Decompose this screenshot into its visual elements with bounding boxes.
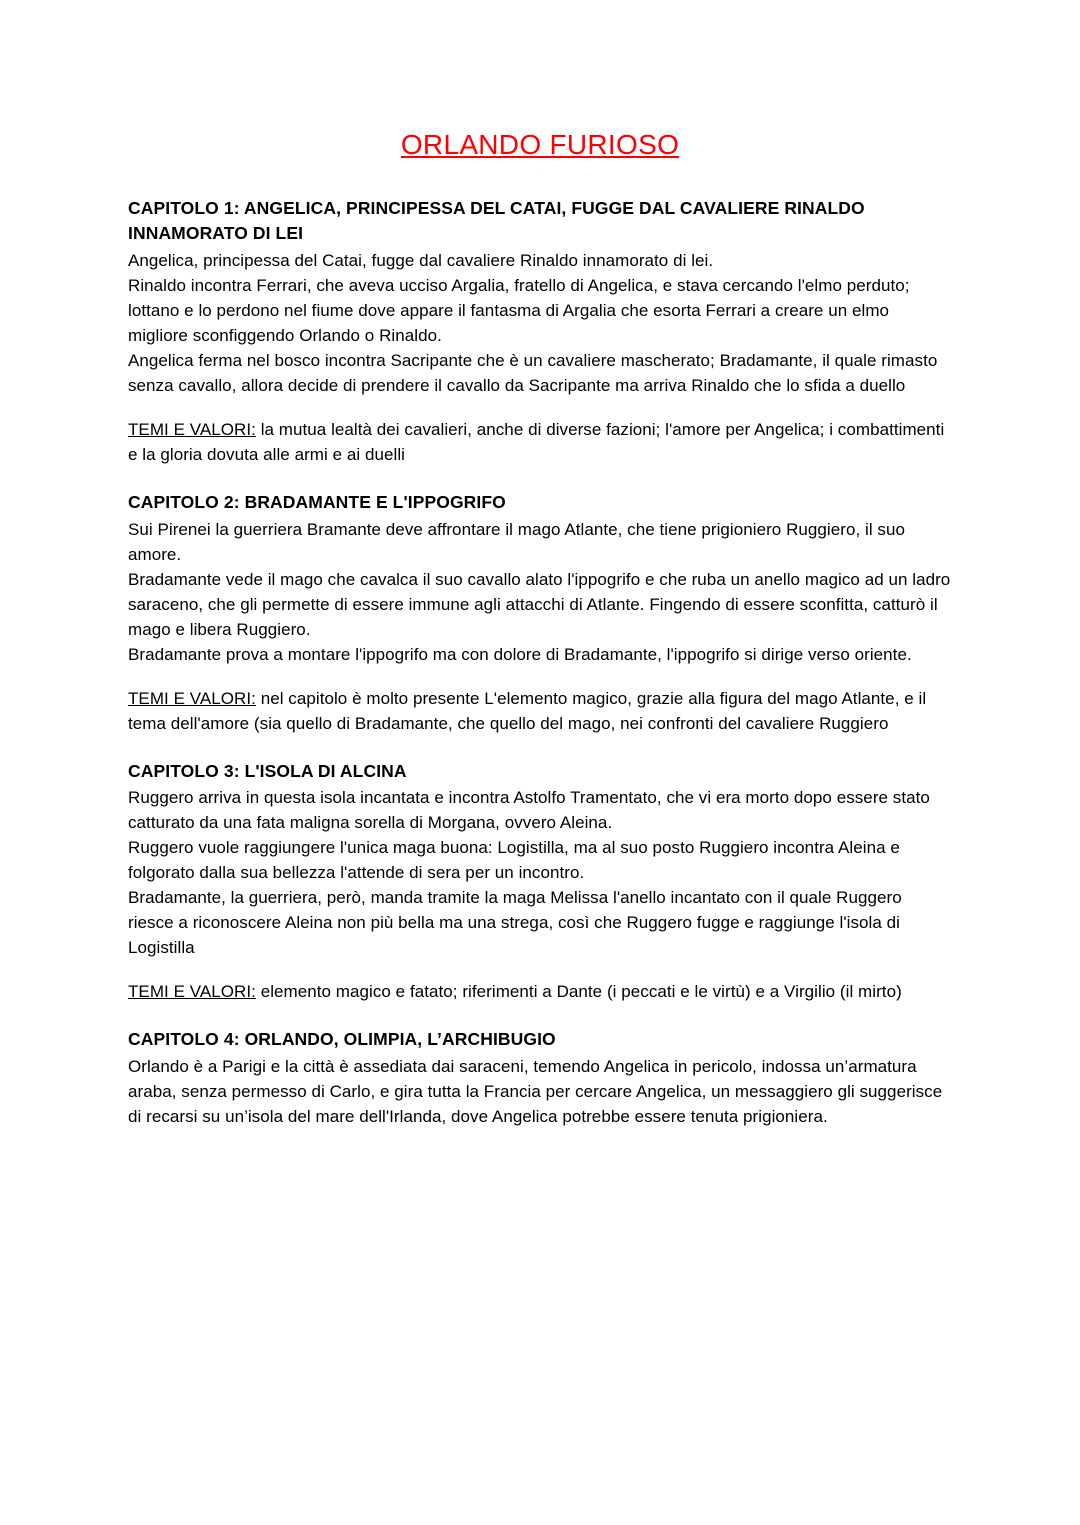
chapter-paragraph: Rinaldo incontra Ferrari, che aveva ucciso Argalia, fratello di Angelica, e stava cercando l'elmo perduto; lottano e lo perdono nel fiume dove appare il fantasma di Argalia che esorta Ferrari a creare un elmo migliore sconfiggendo Orlando o Rinaldo. — [128, 276, 910, 345]
chapter-paragraph: Bradamante prova a montare l'ippogrifo ma con dolore di Bradamante, l'ippogrifo si dirige verso oriente. — [128, 644, 912, 664]
chapter-paragraph: Angelica, principessa del Catai, fugge dal cavaliere Rinaldo innamorato di lei. — [128, 251, 714, 271]
themes-and-values — [128, 687, 952, 737]
chapter-paragraph: Bradamante, la guerriera, però, manda tramite la maga Melissa l'anello incantato con il quale Ruggero riesce a riconoscere Aleina non più bella ma una strega, così che Ruggero fugge e raggiunge l'isola di Logistilla — [128, 888, 902, 958]
section-spacer — [128, 1005, 952, 1027]
chapter-paragraph: Ruggero vuole raggiungere l'unica maga buona: Logistilla, ma al suo posto Ruggiero incontra Aleina e folgorato dalla sua bellezza l'attende di sera per un incontro. — [128, 838, 900, 883]
chapter-section-1 — [128, 196, 952, 468]
paragraph-spacer — [128, 668, 952, 687]
chapter-paragraph: Angelica ferma nel bosco incontra Sacripante che è un cavaliere mascherato; Bradamante, il quale rimasto senza cavallo, allora decide di prendere il cavallo da Sacripante ma arriva Rinaldo che lo sfida a duello — [128, 350, 938, 395]
page-title: ORLANDO FURIOSO — [400, 129, 680, 160]
themes-text: elemento magico e fatato; riferimenti a Dante (i peccati e le virtù) e a Virgilio (il mirto) — [260, 982, 902, 1002]
section-spacer — [128, 468, 952, 490]
section-spacer — [128, 737, 952, 759]
chapter-section-4 — [128, 1027, 952, 1130]
chapter-paragraph: Bradamante vede il mago che cavalca il suo cavallo alato l'ippogrifo e che ruba un anello magico ad un ladro saraceno, che gli permette di essere immune agli attacchi di Atlante. Fingendo di essere sconfitta, catturò il mago e libera Ruggiero. — [128, 569, 951, 639]
paragraph-spacer — [128, 399, 952, 418]
themes-text: la mutua lealtà dei cavalieri, anche di diverse fazioni; l'amore per Angelica; i combattimenti e la gloria dovuta alle armi e ai duelli — [128, 419, 945, 464]
themes-text: nel capitolo è molto presente L'elemento magico, grazie alla figura del mago Atlante, e il tema dell'amore (sia quello di Bradamante, che quello del mago, nei confronti del cavaliere Ruggiero — [128, 688, 927, 733]
chapter-section-2 — [128, 490, 952, 737]
themes-label: TEMI E VALORI: — [128, 419, 256, 439]
chapter-paragraph: Ruggero arriva in questa isola incantata e incontra Astolfo Tramentato, che vi era morto dopo essere stato catturato da una fata maligna sorella di Morgana, ovvero Aleina. — [128, 788, 930, 833]
chapter-paragraph: Sui Pirenei la guerriera Bramante deve affrontare il mago Atlante, che tiene prigioniero Ruggiero, il suo amore. — [128, 519, 905, 564]
paragraph-spacer — [128, 961, 952, 980]
chapter-paragraph: Orlando è a Parigi e la città è assediata dai saraceni, temendo Angelica in pericolo, indossa un’armatura araba, senza permesso di Carlo, e gira tutta la Francia per cercare Angelica, un messaggiero gli suggerisce di recarsi su un’isola del mare dell'Irlanda, dove Angelica potrebbe essere tenuta prigioniera. — [128, 1056, 943, 1126]
chapter-heading: CAPITOLO 2: BRADAMANTE E L'IPPOGRIFO — [128, 491, 506, 512]
chapter-section-3 — [128, 759, 952, 1006]
themes-and-values — [128, 980, 952, 1005]
chapter-heading: CAPITOLO 1: ANGELICA, PRINCIPESSA DEL CATAI, FUGGE DAL CAVALIERE RINALDO INNAMORATO DI LEI — [128, 197, 865, 244]
themes-and-values — [128, 418, 952, 468]
chapter-heading: CAPITOLO 4: ORLANDO, OLIMPIA, L’ARCHIBUGIO — [128, 1029, 556, 1050]
themes-label: TEMI E VALORI: — [128, 688, 256, 708]
themes-label: TEMI E VALORI: — [128, 982, 256, 1002]
chapter-heading: CAPITOLO 3: L'ISOLA DI ALCINA — [128, 760, 407, 781]
